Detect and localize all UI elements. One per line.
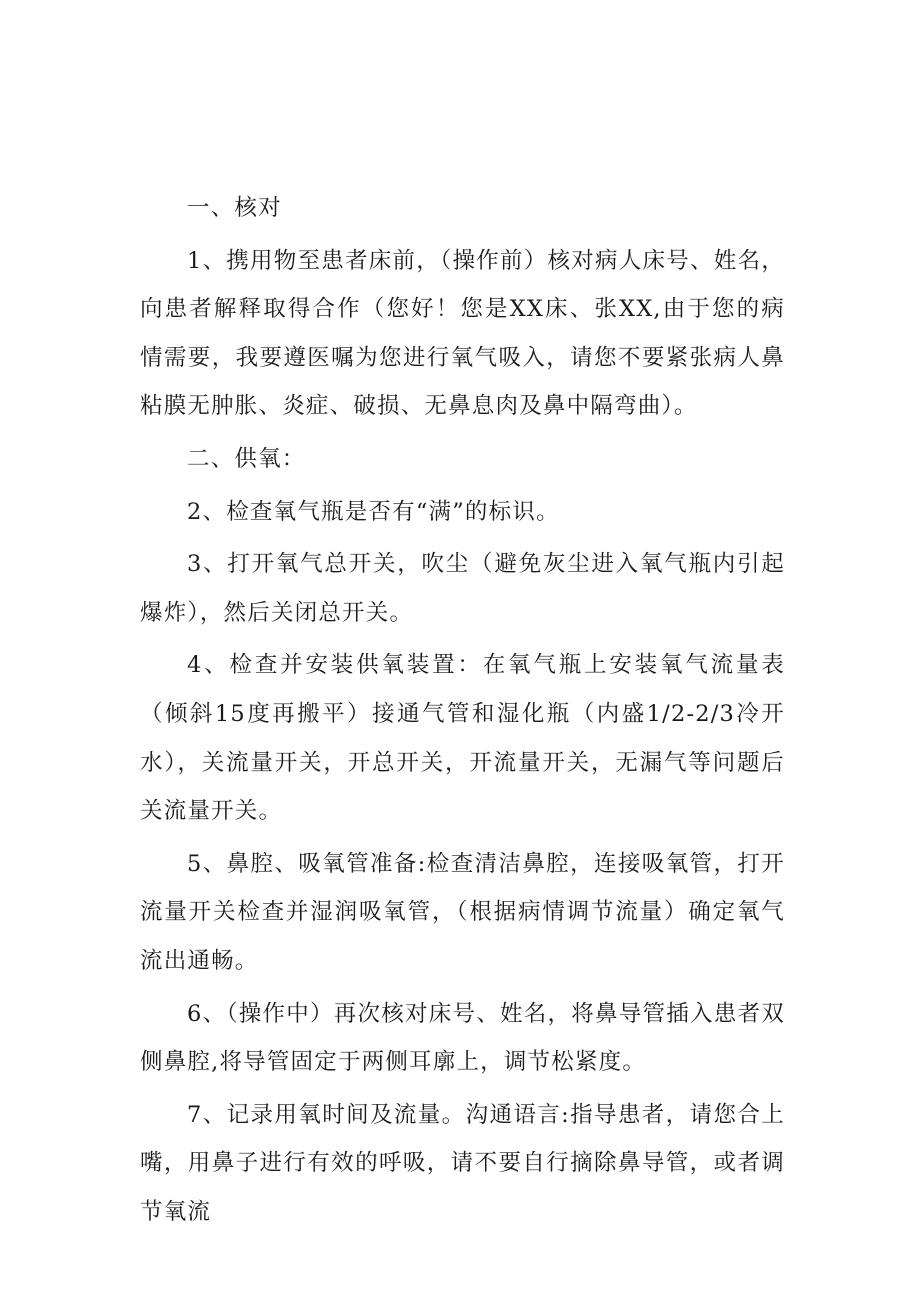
document-body [140,184,785,1240]
paragraph-item-7: 7、记录用氧时间及流量。沟通语言:指导患者，请您合上嘴，用鼻子进行有效的呼吸，请不要自行摘除鼻导管，或者调节氧流 [140,1101,785,1225]
section-heading-verify: 一、核对 [187,195,282,221]
paragraph-item-6: 6、（操作中）再次核对床号、姓名，将鼻导管插入患者双侧鼻腔,将导管固定于两侧耳廓上，调节松紧度。 [140,1000,785,1076]
paragraph-item-1: 1、携用物至患者床前，（操作前）核对病人床号、姓名，向患者解释取得合作（您好！您是XX床、张XX,由于您的病情需要，我要遵医嘱为您进行氧气吸入，请您不要紧张病人鼻粘膜无肿胀、炎症、破损、无鼻息肉及鼻中隔弯曲）。 [140,247,785,420]
paragraph-item-3: 3、打开氧气总开关，吹尘（避免灰尘进入氧气瓶内引起爆炸），然后关闭总开关。 [140,551,785,626]
paragraph-item-2: 2、检查氧气瓶是否有“满”的标识。 [187,498,560,525]
section-heading-oxygen-supply: 二、供氧： [187,445,306,472]
paragraph-item-5: 5、鼻腔、吸氧管准备:检查清洁鼻腔，连接吸氧管，打开流量开关检查并湿润吸氧管，（根据病情调节流量）确定氧气流出通畅。 [140,850,785,974]
paragraph-item-4: 4、检查并安装供氧装置：在氧气瓶上安装氧气流量表（倾斜15度再搬平）接通气管和湿化瓶（内盛1/2-2/3冷开水），关流量开关，开总开关，开流量开关，无漏气等问题后关流量开关。 [140,652,785,825]
